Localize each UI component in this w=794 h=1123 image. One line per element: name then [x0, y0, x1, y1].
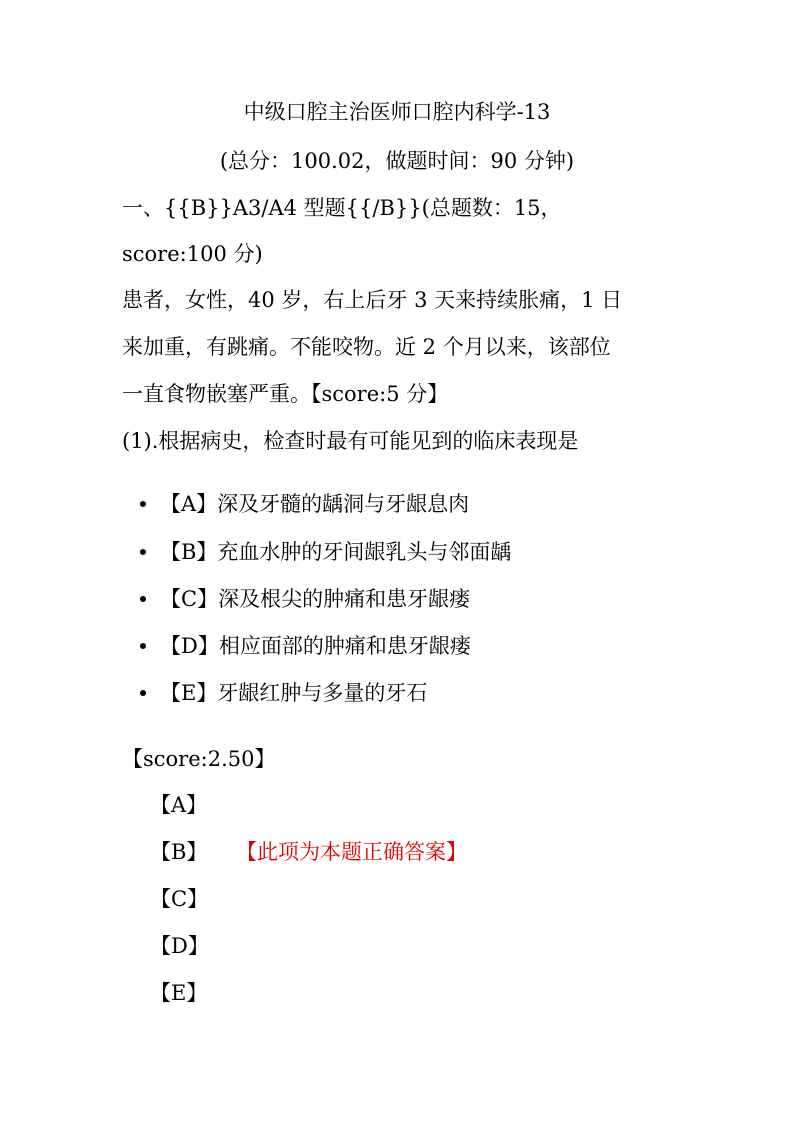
answer-choice-d: 【D】 — [150, 934, 209, 958]
case-text-line2: 来加重，有跳痛。不能咬物。近 2 个月以来，该部位 — [122, 335, 611, 359]
option-item — [140, 538, 511, 566]
page-title: 中级口腔主治医师口腔内科学-13 — [243, 100, 551, 124]
option-label: 【E】牙龈红肿与多量的牙石 — [160, 681, 428, 705]
option-item — [140, 632, 471, 660]
section-heading-line1: 一、{{B}}A3/A4 型题{{/B}}(总题数：15， — [122, 196, 562, 220]
option-item — [140, 679, 427, 707]
option-label: 【A】深及牙髓的龋洞与牙龈息肉 — [160, 492, 470, 516]
option-label: 【D】相应面部的肿痛和患牙龈瘘 — [160, 634, 471, 658]
question-text: (1).根据病史，检查时最有可能见到的临床表现是 — [122, 429, 579, 453]
bullet-icon — [140, 549, 146, 555]
bullet-icon — [140, 643, 146, 649]
case-text-line3: 一直食物嵌塞严重。【score:5 分】 — [122, 382, 449, 406]
option-item — [140, 490, 469, 518]
option-label: 【B】充血水肿的牙间龈乳头与邻面龋 — [160, 540, 512, 564]
answer-choice-c: 【C】 — [150, 887, 209, 911]
section-heading-line2: score:100 分) — [122, 242, 263, 266]
bullet-icon — [140, 596, 146, 602]
bullet-icon — [140, 501, 146, 507]
answer-choice-a: 【A】 — [150, 793, 208, 817]
correct-answer-marker: 【此项为本题正确答案】 — [236, 840, 467, 864]
answer-score: 【score:2.50】 — [122, 747, 276, 771]
option-label: 【C】深及根尖的肿痛和患牙龈瘘 — [160, 587, 471, 611]
case-text-line1: 患者，女性，40 岁，右上后牙 3 天来持续胀痛，1 日 — [122, 288, 623, 312]
answer-choice-e: 【E】 — [150, 981, 208, 1005]
answer-choice-b: 【B】 — [150, 840, 208, 864]
option-item — [140, 585, 470, 613]
bullet-icon — [140, 690, 146, 696]
page-subtitle: (总分：100.02，做题时间：90 分钟) — [219, 149, 575, 173]
